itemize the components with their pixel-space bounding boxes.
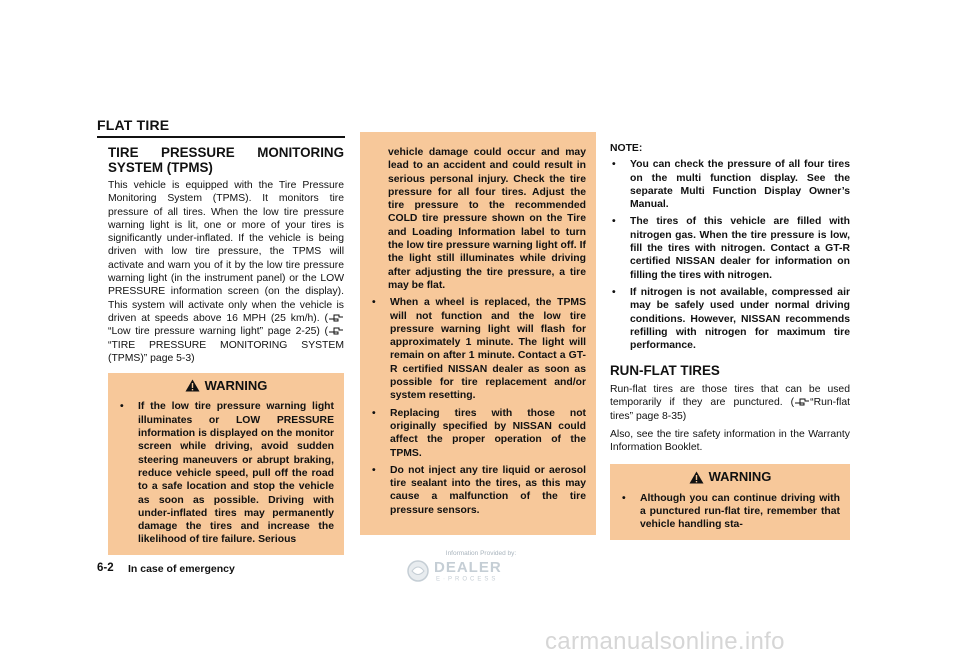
warning-item-text: Replacing tires with those not originally specified by NISSAN could affect the proper operation of the TPMS.: [390, 407, 586, 459]
footer-section: In case of emergency: [128, 563, 235, 575]
section-header: FLAT TIRE: [97, 117, 170, 133]
runflat-warning-box: [610, 464, 850, 539]
note-item-text: You can check the pressure of all four tires on the multi function display. See the separate Multi Function Display Owner’s Manual.: [630, 159, 850, 211]
warning-item: [620, 492, 840, 532]
warning-item: [118, 400, 334, 546]
bullet-dot: •: [612, 286, 616, 298]
warning-item: [370, 296, 586, 402]
tpms-ref2[interactable]: “TIRE PRESSURE MONITORING SYSTEM (TPMS)” page 5-3): [108, 339, 344, 364]
site-watermark: carmanualsonline.info: [545, 628, 785, 655]
warning-item-text: Do not inject any tire liquid or aerosol tire sealant into the tires, as this may cause a malfunction of the tire pressure sensors.: [390, 464, 586, 516]
runflat-warning-title: [620, 470, 840, 483]
tpms-intro: [108, 179, 344, 365]
reference-hand-icon: [794, 397, 810, 406]
runflat-ref[interactable]: “Run-flat tires” page 8-35): [610, 397, 850, 422]
bullet-dot: •: [612, 159, 616, 171]
bullet-dot: •: [120, 401, 124, 413]
bullet-dot: •: [622, 492, 626, 504]
runflat-heading: RUN-FLAT TIRES: [610, 363, 720, 379]
warning-item: [370, 464, 586, 517]
reference-hand-icon: [328, 326, 344, 335]
note-item: [610, 215, 850, 281]
eprocess-logo-text: E·PROCESS: [436, 576, 499, 582]
tpms-heading: TIRE PRESSURE MONITORING SYSTEM (TPMS): [108, 145, 344, 175]
warning-item-text: When a wheel is replaced, the TPMS will not function and the low tire pressure warning light will flash for approximately 1 minute. The light will remain on after 1 minute. Contact a GT-R certified NISSAN dealer as soon as possible for tire replacement and/or system resetting.: [390, 297, 586, 402]
section-rule: [97, 136, 345, 138]
bullet-dot: •: [612, 216, 616, 228]
note-heading: NOTE:: [610, 143, 643, 154]
warning-title-text: WARNING: [204, 378, 268, 394]
provided-by-text: Information Provided by:: [445, 550, 517, 557]
tpms-intro-text: This vehicle is equipped with the Tire Pressure Monitoring System (TPMS). It monitors tire pressure of all tires. When the low tire pressure warning light is lit, one or more of your tires is significantly under-inflated. If the vehicle is being driven with low tire pressure, the TPMS will activate and warn you of it by the low tire pressure warning light (in the instrument panel) or the LOW PRESSURE information screen (on the display). This system will activate only when the vehicle is driven at speeds above 16 MPH (25 km/h). (: [108, 180, 344, 324]
bullet-dot: •: [372, 407, 376, 419]
warning-item: [370, 407, 586, 460]
bullet-dot: •: [372, 464, 376, 476]
runflat-text-1: Run-flat tires are those tires that can be used temporarily if they are punctured. (: [610, 383, 850, 409]
dealer-eprocess-logo: [406, 556, 554, 582]
bullet-dot: •: [372, 297, 376, 309]
tpms-warning-title: [118, 379, 334, 392]
tpms-warning-box-continued: [360, 132, 596, 535]
warning-item-text: If the low tire pressure warning light illuminates or LOW PRESSURE information is displayed on the monitor screen while driving, avoid sudden steering maneuvers or abrupt braking, reduce vehicle speed, pull off the road to a safe location and stop the vehicle as soon as possible. Driving with under-inflated tires may permanently damage the tires and increase the likelihood of tire failure. Serious: [138, 401, 334, 546]
tpms-ref1[interactable]: “Low tire pressure warning light” page 2-25) (: [108, 326, 328, 338]
left-column: [108, 146, 344, 555]
note-item: [610, 158, 850, 211]
warning-triangle-icon: [689, 471, 704, 484]
middle-column: [360, 132, 596, 535]
runflat-text: [610, 383, 850, 423]
reference-hand-icon: [328, 313, 344, 322]
warning-item-text: Although you can continue driving with a punctured run-flat tire, remember that vehicle handling sta-: [640, 492, 840, 531]
note-item-text: If nitrogen is not available, compressed air may be safely used under normal driving conditions. However, NISSAN recommends refilling with nitrogen for maximum tire performance.: [630, 286, 850, 352]
warning-title-text: WARNING: [708, 469, 772, 485]
tpms-warning-box: [108, 373, 344, 555]
note-item: [610, 286, 850, 352]
page-number: 6-2: [97, 562, 114, 574]
warning-item-continued: vehicle damage could occur and may lead to an accident and could result in serious personal injury. Check the tire pressure for all four tires. Adjust the tire pressure to the recommended COLD tire pressure shown on the Tire and Loading Information label to turn the low tire pressure warning light off. If the light still illuminates while driving after adjusting the tire pressure, a tire may be flat.: [388, 147, 586, 291]
warning-triangle-icon: [185, 379, 200, 392]
right-column: [610, 142, 850, 540]
note-item-text: The tires of this vehicle are filled with nitrogen gas. When the tire pressure is low, fill the tires with nitrogen. Contact a GT-R certified NISSAN dealer for information on filling the tires with nitrogen.: [630, 216, 850, 281]
dealer-logo-text: DEALER: [434, 559, 502, 576]
runflat-text-2: Also, see the tire safety information in the Warranty Information Booklet.: [610, 428, 850, 454]
